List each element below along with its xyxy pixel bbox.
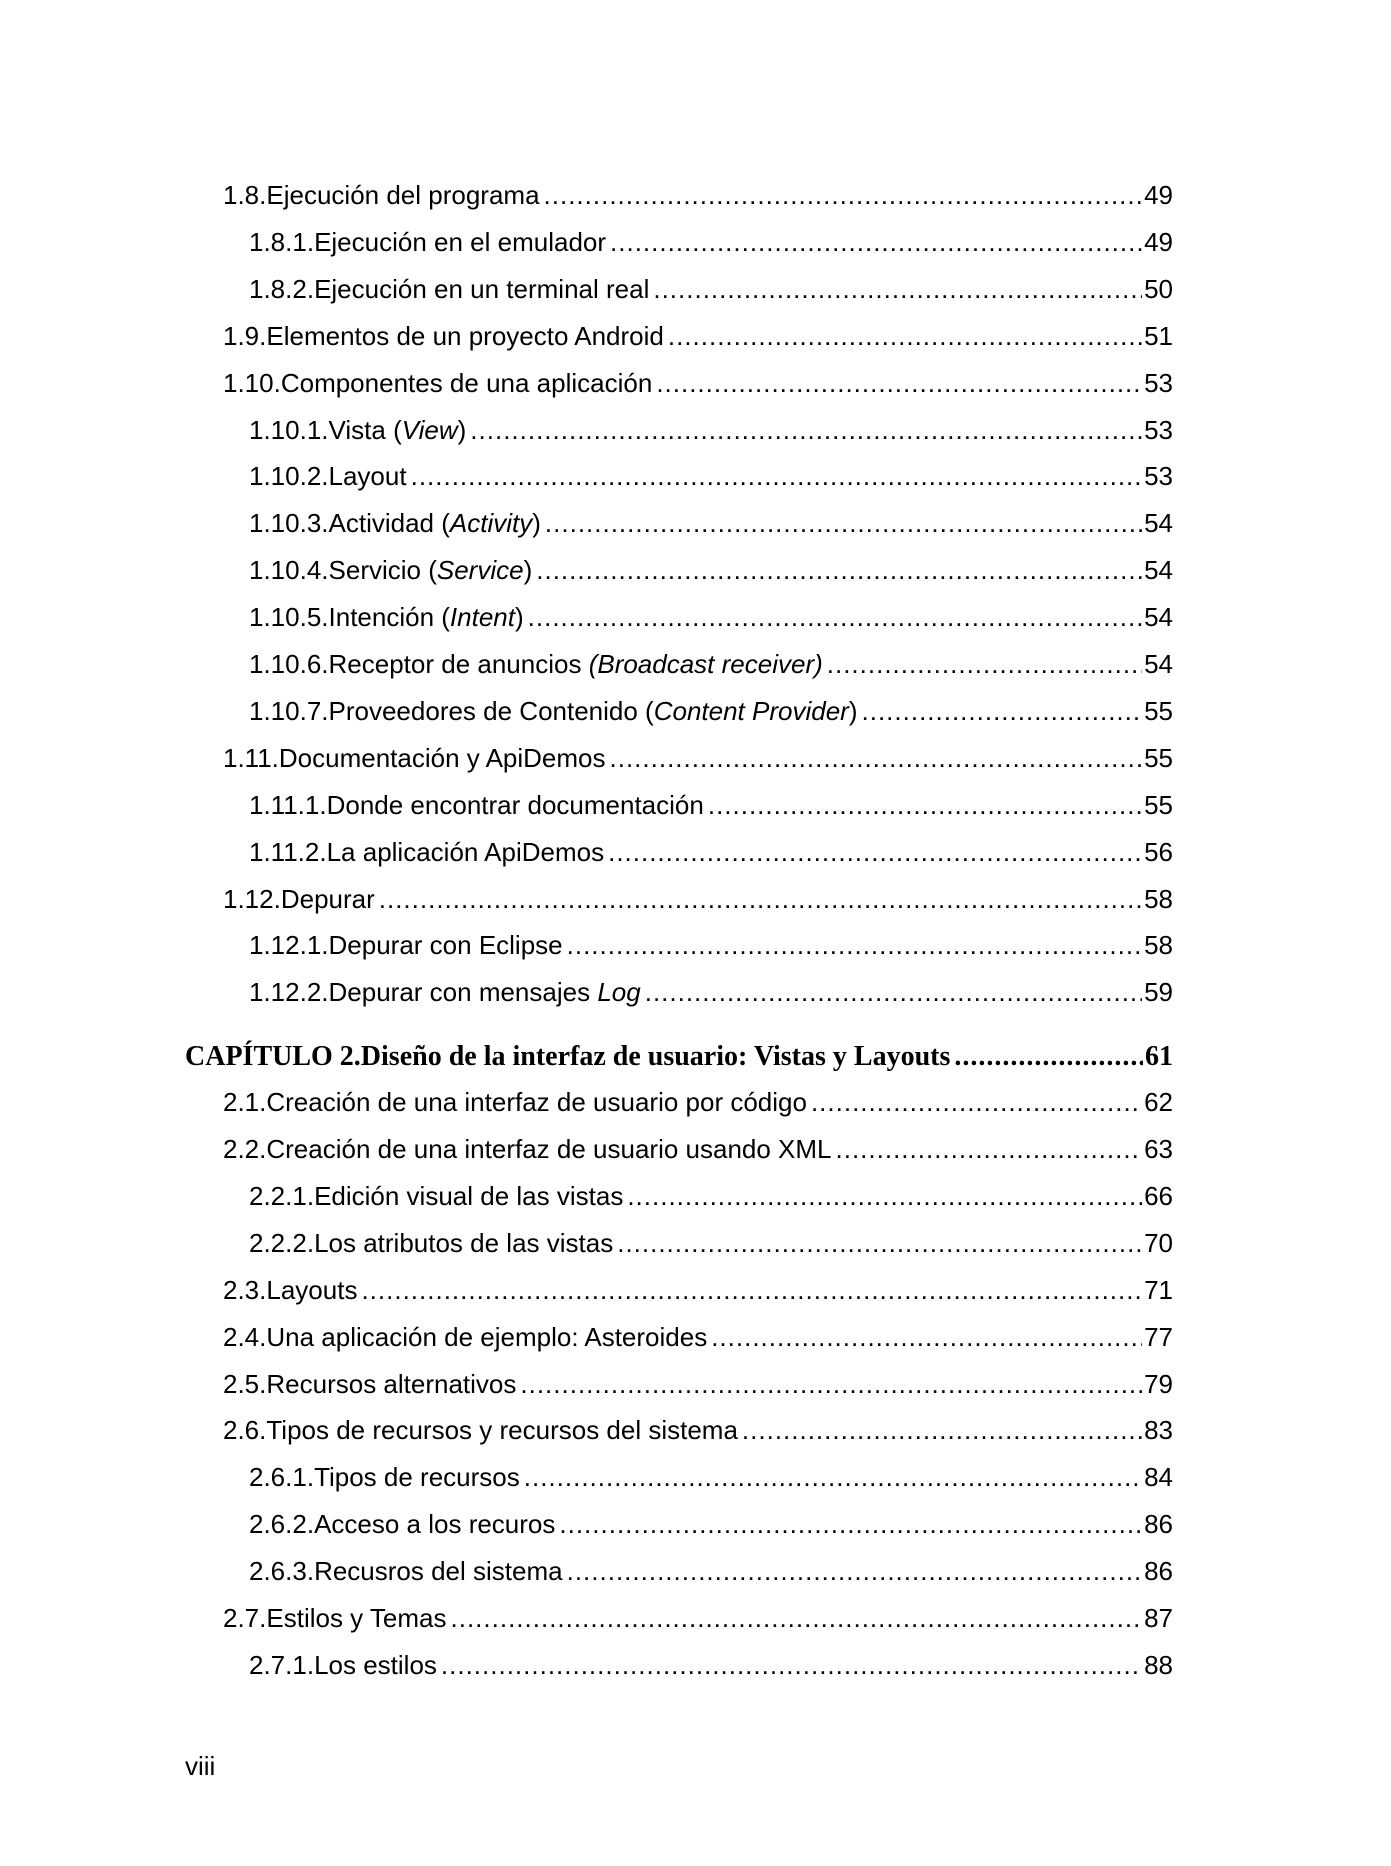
toc-entry-title (329, 597, 524, 637)
toc-entry[interactable] (0, 503, 1391, 543)
dot-leader (528, 597, 1142, 637)
toc-title-part: Tipos de recursos (314, 1462, 520, 1493)
dot-leader (610, 738, 1143, 778)
toc-entry-number: 1.10.1. (249, 414, 329, 445)
toc-entry-number: 2.2. (223, 1134, 267, 1164)
toc-entry-title (314, 1176, 623, 1216)
toc-entry-title (329, 644, 823, 684)
toc-title-part: Los estilos (314, 1649, 437, 1680)
dot-leader (708, 785, 1142, 825)
dot-leader (545, 503, 1142, 543)
toc-entry[interactable] (0, 1082, 1391, 1122)
toc-entry-page: 62 (1144, 1087, 1173, 1118)
toc-entry[interactable] (0, 785, 1391, 825)
dot-leader (610, 222, 1142, 262)
toc-title-part: Acceso a los recuros (314, 1509, 556, 1540)
toc-entry-title (281, 879, 375, 919)
toc-entry-number: 2.6.1. (249, 1462, 315, 1493)
toc-entry-number: 1.12.1. (249, 930, 329, 961)
toc-title-part: Estilos y Temas (266, 1603, 447, 1633)
toc-entry-title (266, 1129, 831, 1169)
toc-title-part: Actividad ( (328, 508, 450, 539)
toc-entry[interactable] (0, 363, 1391, 403)
dot-leader (711, 1317, 1142, 1357)
toc-entry[interactable] (0, 1317, 1391, 1357)
toc-entry-title (329, 503, 541, 543)
toc-title-part: Elementos de un proyecto Android (266, 320, 664, 351)
dot-leader (536, 550, 1142, 590)
toc-entry-page: 54 (1144, 555, 1173, 586)
toc-title-part: Los atributos de las vistas (314, 1227, 614, 1258)
toc-title-part: Layouts (266, 1274, 358, 1305)
toc-entry-number: 2.2.1. (249, 1180, 315, 1211)
dot-leader (954, 1037, 1143, 1077)
dot-leader (742, 1410, 1142, 1450)
toc-entry-title (266, 175, 539, 215)
toc-entry-number: 2.5. (223, 1368, 267, 1399)
dot-leader (411, 456, 1142, 496)
toc-entry-title (279, 738, 606, 778)
toc-entry-number: 2.4. (223, 1321, 267, 1352)
toc-entry-title (314, 1551, 563, 1591)
toc-entry-title (329, 691, 858, 731)
toc-entry-page: 79 (1144, 1368, 1173, 1399)
toc-entry[interactable] (0, 879, 1391, 919)
dot-leader (617, 1223, 1142, 1263)
toc-title-part: Recursos alternativos (266, 1368, 517, 1399)
toc-entry-page: 86 (1144, 1509, 1173, 1540)
toc-entry-page: 70 (1144, 1227, 1173, 1258)
toc-entry-title (314, 1223, 613, 1263)
toc-entry-number: 1.10.5. (249, 602, 329, 633)
toc-title-part: Vista ( (328, 414, 402, 445)
toc-entry-page: 66 (1144, 1180, 1173, 1211)
toc-title-part: Depurar (280, 883, 375, 914)
toc-entry-page: 77 (1144, 1321, 1173, 1352)
toc-entry-page: 61 (1145, 1041, 1173, 1073)
toc-chapter-entry[interactable] (0, 1037, 1391, 1077)
dot-leader (559, 1504, 1142, 1544)
toc-entry-title (314, 1504, 555, 1544)
dot-leader (567, 925, 1142, 965)
dot-leader (451, 1598, 1143, 1638)
dot-leader (653, 269, 1142, 309)
toc-entry-page: 58 (1144, 883, 1173, 914)
toc-entry-number: 2.7.1. (249, 1649, 315, 1680)
toc-entry-number: 2.1. (223, 1087, 267, 1118)
toc-title-part: La aplicación ApiDemos (326, 836, 605, 867)
toc-entry-page: 49 (1144, 226, 1173, 257)
toc-entry[interactable] (0, 269, 1391, 309)
toc-entry-title (281, 363, 652, 403)
toc-entry[interactable] (0, 597, 1391, 637)
toc-title-part: Ejecución del programa (266, 180, 540, 210)
toc-entry-title (329, 925, 563, 965)
toc-entry-number: 1.10. (223, 367, 281, 398)
toc-entry-page: 59 (1144, 977, 1173, 1008)
toc-entry-page: 54 (1144, 649, 1173, 679)
toc-entry-title (266, 1082, 807, 1122)
toc-entry-number: 1.12. (223, 883, 281, 914)
toc-entry-page: 63 (1144, 1134, 1173, 1164)
toc-entry-number: 1.11.2. (249, 836, 327, 867)
toc-entry[interactable] (0, 222, 1391, 262)
toc-title-part: Ejecución en el emulador (314, 226, 607, 257)
toc-title-part: Proveedores de Contenido ( (328, 695, 654, 726)
toc-entry-number: 1.10.6. (249, 649, 329, 679)
toc-entry-page: 83 (1144, 1415, 1173, 1446)
toc-title-italic-part: Content Provider (653, 695, 849, 726)
dot-leader (470, 410, 1142, 450)
dot-leader (645, 972, 1142, 1012)
toc-title-italic-part: View (401, 414, 458, 445)
toc-entry-number: 1.10.7. (249, 695, 329, 726)
dot-leader (627, 1176, 1142, 1216)
toc-entry[interactable] (0, 1598, 1391, 1638)
dot-leader (827, 644, 1142, 684)
toc-title-italic-part: Log (597, 977, 641, 1008)
toc-entry-number: 1.10.4. (249, 555, 329, 586)
toc-entry[interactable] (0, 175, 1391, 215)
toc-title-part: ) (523, 555, 533, 586)
toc-title-part: Donde encontrar documentación (326, 789, 704, 820)
toc-entry[interactable] (0, 832, 1391, 872)
toc-entry-title (327, 785, 704, 825)
toc-entry-title (361, 1037, 951, 1077)
toc-entry-number: 1.11.1. (249, 789, 327, 820)
toc-entry-page: 55 (1144, 695, 1173, 726)
toc-entry-title (314, 269, 649, 309)
toc-entry-number: 2.6. (223, 1415, 267, 1446)
toc-entry-number: 1.8. (223, 180, 267, 210)
toc-title-part: Recusros del sistema (314, 1556, 563, 1587)
toc-title-part: Ejecución en un terminal real (314, 273, 650, 304)
toc-title-part: Una aplicación de ejemplo: Asteroides (266, 1321, 708, 1352)
toc-entry-title (266, 316, 663, 356)
toc-entry[interactable] (0, 1223, 1391, 1263)
dot-leader (520, 1364, 1142, 1404)
toc-entry[interactable] (0, 1129, 1391, 1169)
toc-entry-number: 1.10.3. (249, 508, 329, 539)
toc-entry-page: 51 (1144, 320, 1173, 351)
toc-title-part: Creación de una interfaz de usuario usando XML (266, 1134, 832, 1164)
toc-entry[interactable] (0, 925, 1391, 965)
toc-entry-page: 88 (1144, 1649, 1173, 1680)
toc-entry-page: 84 (1144, 1462, 1173, 1493)
toc-entry-number: 1.9. (223, 320, 267, 351)
toc-entry[interactable] (0, 1645, 1391, 1685)
toc-entry-title (329, 550, 533, 590)
toc-title-italic-part: (Broadcast receiver) (588, 649, 823, 679)
toc-title-part: Depurar con mensajes (328, 977, 598, 1008)
toc-entry[interactable] (0, 738, 1391, 778)
toc-entry-page: 53 (1144, 461, 1173, 492)
toc-entry-page: 86 (1144, 1556, 1173, 1587)
toc-title-italic-part: Activity (449, 508, 533, 539)
toc-entry-number: 2.3. (223, 1274, 267, 1305)
toc-entry-page: 55 (1144, 742, 1173, 773)
toc-entry-number: 1.8.2. (249, 273, 315, 304)
toc-title-part: Receptor de anuncios (328, 649, 589, 679)
toc-entry-title (266, 1270, 357, 1310)
toc-title-part: ) (532, 508, 541, 539)
toc-entry[interactable] (0, 1504, 1391, 1544)
toc-title-part: ) (514, 602, 524, 633)
toc-entry-title (329, 456, 407, 496)
toc-entry-title (314, 1645, 437, 1685)
toc-entry-page: 71 (1144, 1274, 1173, 1305)
toc-entry-title (266, 1410, 738, 1450)
toc-entry-title (314, 222, 606, 262)
toc-entry-number: CAPÍTULO 2. (185, 1041, 361, 1073)
toc-entry-title (329, 972, 641, 1012)
toc-title-part: Diseño de la interfaz de usuario: Vistas y Layouts (360, 1041, 951, 1073)
toc-entry-page: 53 (1144, 367, 1173, 398)
toc-title-part: Depurar con Eclipse (328, 930, 563, 961)
toc-entry[interactable] (0, 316, 1391, 356)
toc-title-part: Documentación y ApiDemos (278, 742, 606, 773)
toc-entry-page: 54 (1144, 508, 1173, 539)
toc-entry[interactable] (0, 691, 1391, 731)
toc-entry[interactable] (0, 1551, 1391, 1591)
dot-leader (656, 363, 1142, 403)
dot-leader (524, 1457, 1142, 1497)
toc-entry-number: 1.10.2. (249, 461, 329, 492)
toc-entry-page: 56 (1144, 836, 1173, 867)
toc-entry[interactable] (0, 1457, 1391, 1497)
dot-leader (668, 316, 1142, 356)
toc-entry-number: 2.2.2. (249, 1227, 315, 1258)
toc-entry-title (327, 832, 605, 872)
toc-entry-title (266, 1364, 516, 1404)
toc-title-part: ) (848, 695, 858, 726)
toc-entry-page: 49 (1144, 180, 1173, 210)
dot-leader (608, 832, 1142, 872)
toc-entry-page: 87 (1144, 1603, 1173, 1633)
dot-leader (544, 175, 1143, 215)
toc-entry-number: 2.6.2. (249, 1509, 315, 1540)
dot-leader (361, 1270, 1142, 1310)
dot-leader (567, 1551, 1142, 1591)
toc-entry[interactable] (0, 644, 1391, 684)
toc-entry-title (266, 1317, 707, 1357)
toc-entry[interactable] (0, 1364, 1391, 1404)
toc-entry-page: 54 (1144, 602, 1173, 633)
toc-entry[interactable] (0, 972, 1391, 1012)
toc-entry-number: 2.6.3. (249, 1556, 315, 1587)
dot-leader (379, 879, 1142, 919)
toc-entry-title (266, 1598, 446, 1638)
toc-entry-number: 1.11. (223, 742, 279, 773)
toc-title-part: Creación de una interfaz de usuario por código (266, 1087, 807, 1118)
toc-entry[interactable] (0, 410, 1391, 450)
toc-entry-page: 58 (1144, 930, 1173, 961)
toc-entry[interactable] (0, 1176, 1391, 1216)
toc-title-part: Componentes de una aplicación (280, 367, 653, 398)
dot-leader (836, 1129, 1143, 1169)
toc-title-part: Edición visual de las vistas (314, 1180, 624, 1211)
dot-leader (862, 691, 1143, 731)
toc-entry-number: 1.8.1. (249, 226, 315, 257)
toc-title-part: Intención ( (328, 602, 450, 633)
toc-entry-number: 2.7. (223, 1603, 267, 1633)
toc-entry-page: 50 (1144, 273, 1173, 304)
toc-title-part: Layout (328, 461, 407, 492)
toc-entry[interactable] (0, 1410, 1391, 1450)
toc-title-italic-part: Intent (449, 602, 515, 633)
toc-entry-title (314, 1457, 520, 1497)
toc-entry[interactable] (0, 456, 1391, 496)
toc-entry[interactable] (0, 550, 1391, 590)
toc-entry-page: 53 (1144, 414, 1173, 445)
toc-title-part: Servicio ( (328, 555, 437, 586)
toc-entry-number: 1.12.2. (249, 977, 329, 1008)
toc-title-part: ) (457, 414, 467, 445)
toc-title-italic-part: Service (436, 555, 524, 586)
dot-leader (441, 1645, 1142, 1685)
dot-leader (811, 1082, 1142, 1122)
toc-entry[interactable] (0, 1270, 1391, 1310)
toc-entry-title (329, 410, 467, 450)
toc-title-part: Tipos de recursos y recursos del sistema (266, 1415, 738, 1446)
page-number-footer: viii (185, 1751, 216, 1781)
toc-entry-page: 55 (1144, 789, 1173, 820)
